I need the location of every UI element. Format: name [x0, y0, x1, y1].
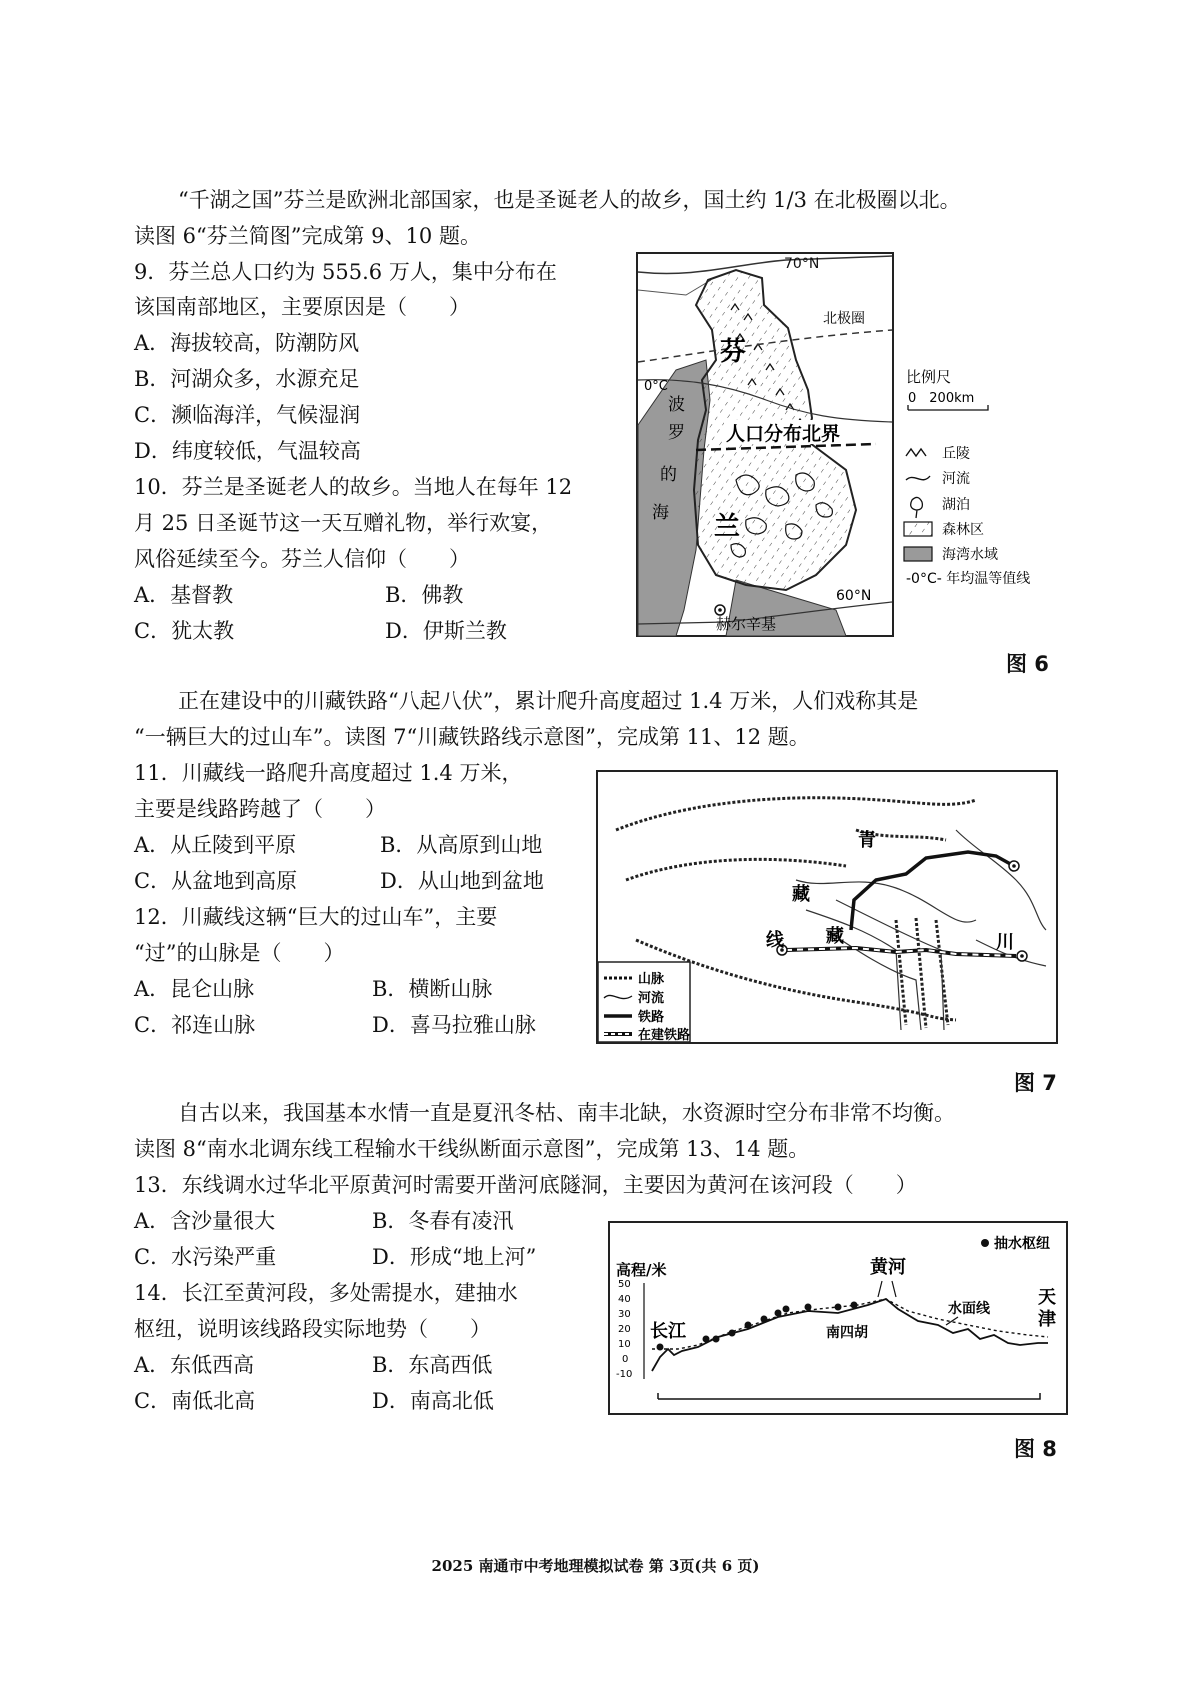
pump-icon [657, 1344, 664, 1351]
legend-label: 丘陵 [942, 446, 970, 462]
pump-icon [851, 1302, 858, 1309]
option: C．从盆地到高原 [134, 869, 298, 893]
city-dot-icon [1020, 954, 1024, 958]
passage-line: 正在建设中的川藏铁路“八起八伏”，累计爬升高度超过 1.4 万米，人们戏称其是 [178, 689, 919, 713]
pump-icon [835, 1304, 842, 1311]
option: C．祁连山脉 [134, 1013, 256, 1037]
map-legend [904, 445, 1030, 587]
y-tick: 30 [618, 1309, 631, 1320]
option: C．犹太教 [134, 619, 235, 643]
figure-caption: 图 6 [1006, 652, 1049, 676]
option: A．含沙量很大 [134, 1209, 276, 1233]
country-label: 兰 [714, 512, 741, 542]
option: C．濒临海洋，气候湿润 [134, 403, 361, 427]
y-tick: 10 [618, 1339, 631, 1350]
nansihu-label: 南四胡 [826, 1325, 868, 1341]
population-boundary-label: 人口分布北界 [726, 423, 841, 445]
sea-label: 波 [668, 395, 685, 415]
option: A．东低西高 [134, 1353, 255, 1377]
option: A．海拔较高，防潮防风 [134, 331, 360, 355]
isotherm-label: 0°C [644, 379, 668, 394]
legend-label: 铁路 [638, 1010, 665, 1025]
figure-caption: 图 7 [1014, 1071, 1057, 1095]
yellow-river-label: 黄河 [870, 1257, 906, 1278]
pump-icon [775, 1310, 782, 1317]
finland-map [636, 250, 1066, 642]
option: B．从高原到山地 [380, 833, 543, 857]
scale-title: 比例尺 [906, 368, 952, 386]
pump-icon [761, 1316, 768, 1323]
question-stem: 枢纽，说明该线路段实际地势（ ） [134, 1317, 491, 1341]
lake-icon [911, 497, 923, 518]
option: B．横断山脉 [372, 977, 493, 1001]
legend-label: 河流 [638, 991, 665, 1006]
pump-icon [805, 1304, 812, 1311]
passage-line: 自古以来，我国基本水情一直是夏汛冬枯、南丰北缺，水资源时空分布非常不均衡。 [178, 1101, 955, 1125]
question-stem: 11．川藏线一路爬升高度超过 1.4 万米， [134, 761, 523, 785]
passage-line: “千湖之国”芬兰是欧洲北部国家，也是圣诞老人的故乡，国土约 1/3 在北极圈以北。 [178, 188, 961, 212]
capital-dot-icon [718, 608, 722, 612]
legend-label: 在建铁路 [638, 1028, 691, 1043]
option: B．河湖众多，水源充足 [134, 367, 360, 391]
option: D．纬度较低，气温较高 [134, 439, 361, 463]
legend-label: 湖泊 [942, 497, 970, 513]
y-tick: 40 [618, 1294, 631, 1305]
option: A．从丘陵到平原 [134, 833, 297, 857]
city-dot-icon [1012, 864, 1016, 868]
legend-label: 山脉 [638, 972, 665, 987]
option: D．喜马拉雅山脉 [372, 1013, 536, 1037]
tianjin-label: 天 [1038, 1287, 1056, 1308]
option: D．形成“地上河” [372, 1245, 537, 1269]
forest-icon [904, 522, 932, 536]
question-stem: 14．长江至黄河段，多处需提水，建抽水 [134, 1281, 518, 1305]
province-label: 藏 [792, 884, 810, 905]
option: D．南高北低 [372, 1389, 494, 1413]
option: B．冬春有凌汛 [372, 1209, 514, 1233]
railway-label: 线 [766, 930, 784, 951]
option: C．南低北高 [134, 1389, 256, 1413]
page-footer: 2025 南通市中考地理模拟试卷 第 3页(共 6 页) [431, 1557, 760, 1575]
pump-icon [713, 1336, 720, 1343]
passage-line: 读图 6“芬兰简图”完成第 9、10 题。 [134, 224, 481, 248]
tianjin-label: 津 [1038, 1309, 1056, 1330]
arctic-circle-label: 北极圈 [823, 311, 865, 327]
legend-label: 海湾水域 [942, 547, 998, 563]
hill-icon [906, 449, 926, 456]
y-tick: 0 [622, 1354, 629, 1365]
capital-label: 赫尔辛基 [716, 615, 777, 633]
option: B．佛教 [385, 583, 464, 607]
bay-water-icon [904, 547, 932, 561]
waterline-label: 水面线 [948, 1301, 990, 1317]
legend-label: 河流 [942, 471, 970, 487]
option: A．基督教 [134, 583, 234, 607]
legend-label: 森林区 [942, 522, 984, 538]
lat70-label: 70°N [784, 256, 820, 272]
question-stem: 9．芬兰总人口约为 555.6 万人，集中分布在 [134, 260, 557, 284]
pump-legend-label: 抽水枢纽 [994, 1236, 1050, 1252]
country-label: 芬 [720, 337, 747, 367]
option: C．水污染严重 [134, 1245, 277, 1269]
sea-label: 海 [652, 503, 669, 523]
question-stem: 13．东线调水过华北平原黄河时需要开凿河底隧洞，主要因为黄河在该河段（ ） [134, 1173, 917, 1197]
profile-chart [608, 1221, 1068, 1415]
y-axis-label: 高程/米 [616, 1261, 667, 1279]
yangtze-label: 长江 [650, 1321, 686, 1342]
sea-label: 罗 [668, 423, 685, 443]
railway-map [596, 770, 1058, 1044]
pump-icon [729, 1330, 736, 1337]
question-stem: 该国南部地区，主要原因是（ ） [134, 295, 470, 319]
question-stem: 主要是线路跨越了（ ） [134, 797, 386, 821]
option: D．伊斯兰教 [385, 619, 507, 643]
legend-label: -0°C- 年均温等值线 [906, 571, 1031, 587]
question-stem: “过”的山脉是（ ） [134, 941, 345, 965]
option: B．东高西低 [372, 1353, 493, 1377]
y-tick: -10 [616, 1369, 633, 1380]
sea-label: 的 [660, 465, 677, 485]
river-icon [906, 476, 930, 480]
province-label: 川 [996, 932, 1014, 953]
passage-line: “一辆巨大的过山车”。读图 7“川藏铁路线示意图”，完成第 11、12 题。 [134, 725, 810, 749]
figure-caption: 图 8 [1014, 1437, 1057, 1461]
province-label: 青 [858, 830, 876, 851]
y-tick: 50 [618, 1279, 631, 1290]
question-stem: 风俗延续至今。芬兰人信仰（ ） [134, 547, 470, 571]
option: D．从山地到盆地 [380, 869, 544, 893]
pump-legend-icon [981, 1239, 989, 1247]
pump-icon [783, 1306, 790, 1313]
lat60-label: 60°N [836, 588, 872, 604]
pump-icon [745, 1322, 752, 1329]
passage-line: 读图 8“南水北调东线工程输水干线纵断面示意图”，完成第 13、14 题。 [134, 1137, 810, 1161]
question-stem: 12．川藏线这辆“巨大的过山车”，主要 [134, 905, 498, 929]
map-legend [598, 962, 690, 1043]
scale-label: 0 200km [908, 391, 975, 406]
question-stem: 10．芬兰是圣诞老人的故乡。当地人在每年 12 [134, 475, 573, 499]
question-stem: 月 25 日圣诞节这一天互赠礼物，举行欢宴， [134, 511, 553, 535]
y-tick: 20 [618, 1324, 631, 1335]
option: A．昆仑山脉 [134, 977, 255, 1001]
railway-label: 藏 [826, 926, 844, 947]
pump-icon [703, 1336, 710, 1343]
